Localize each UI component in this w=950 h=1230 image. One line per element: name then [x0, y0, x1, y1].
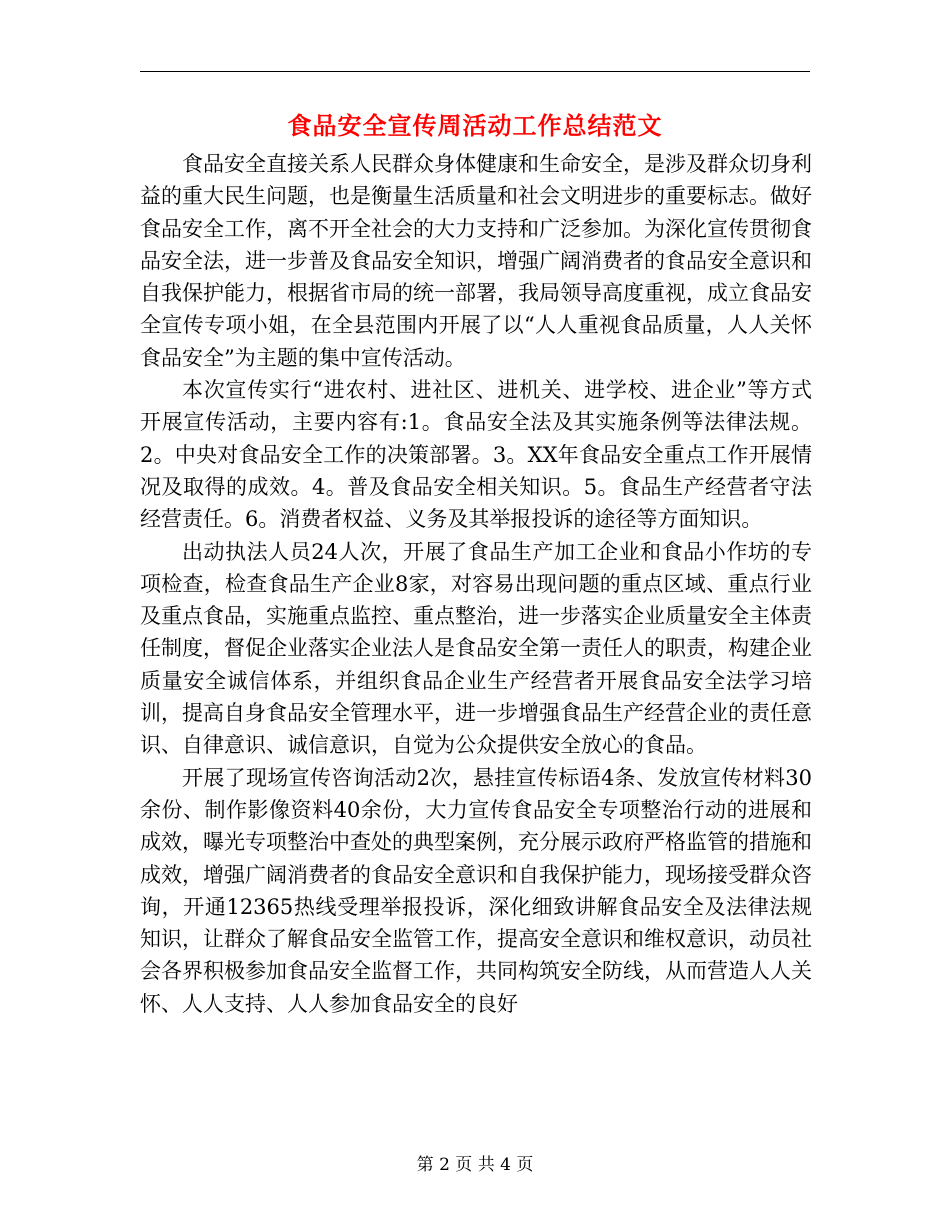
paragraph-methods: 本次宣传实行“进农村、进社区、进机关、进学校、进企业”等方式开展宣传活动，主要内容有:1。食品安全法及其实施条例等法律法规。2。中央对食品安全工作的决策部署。3。XX年食品安全重点工作开展情况及取得的成效。4。普及食品安全相关知识。5。食品生产经营者守法经营责任。6。消费者权益、义务及其举报投诉的途径等方面知识。 — [140, 378, 812, 532]
paragraph-inspection: 出动执法人员24人次，开展了食品生产加工企业和食品小作坊的专项检查，检查食品生产企业8家，对容易出现问题的重点区域、重点行业及重点食品，实施重点监控、重点整治，进一步落实企业质量安全主体责任制度，督促企业落实企业法人是食品安全第一责任人的职责，构建企业质量安全诚信体系，并组织食品企业生产经营者开展食品安全法学习培训，提高自身食品安全管理水平，进一步增强食品生产经营企业的责任意识、自律意识、诚信意识，自觉为公众提供安全放心的食品。 — [140, 539, 812, 758]
header-rule — [140, 71, 810, 72]
paragraph-publicity: 开展了现场宣传咨询活动2次，悬挂宣传标语4条、发放宣传材料30余份、制作影像资料40余份，大力宣传食品安全专项整治行动的进展和成效，曝光专项整治中查处的典型案例，充分展示政府严格监管的措施和成效，增强广阔消费者的食品安全意识和自我保护能力，现场接受群众咨询，开通12365热线受理举报投诉，深化细致讲解食品安全及法律法规知识，让群众了解食品安全监管工作，提高安全意识和维权意识，动员社会各界积极参加食品安全监督工作，共同构筑安全防线，从而营造人人关怀、人人支持、人人参加食品安全的良好 — [140, 765, 812, 1016]
document-body — [140, 148, 812, 1020]
paragraph-intro: 食品安全直接关系人民群众身体健康和生命安全，是涉及群众切身利益的重大民生问题，也是衡量生活质量和社会文明进步的重要标志。做好食品安全工作，离不开全社会的大力支持和广泛参加。为深化宣传贯彻食品安全法，进一步普及食品安全知识，增强广阔消费者的食品安全意识和自我保护能力，根据省市局的统一部署，我局领导高度重视，成立食品安全宣传专项小姐，在全县范围内开展了以“人人重视食品质量，人人关怀食品安全”为主题的集中宣传活动。 — [140, 152, 812, 370]
document-title: 食品安全宣传周活动工作总结范文 — [287, 111, 663, 140]
page-number: 第 2 页 共 4 页 — [416, 1155, 534, 1175]
